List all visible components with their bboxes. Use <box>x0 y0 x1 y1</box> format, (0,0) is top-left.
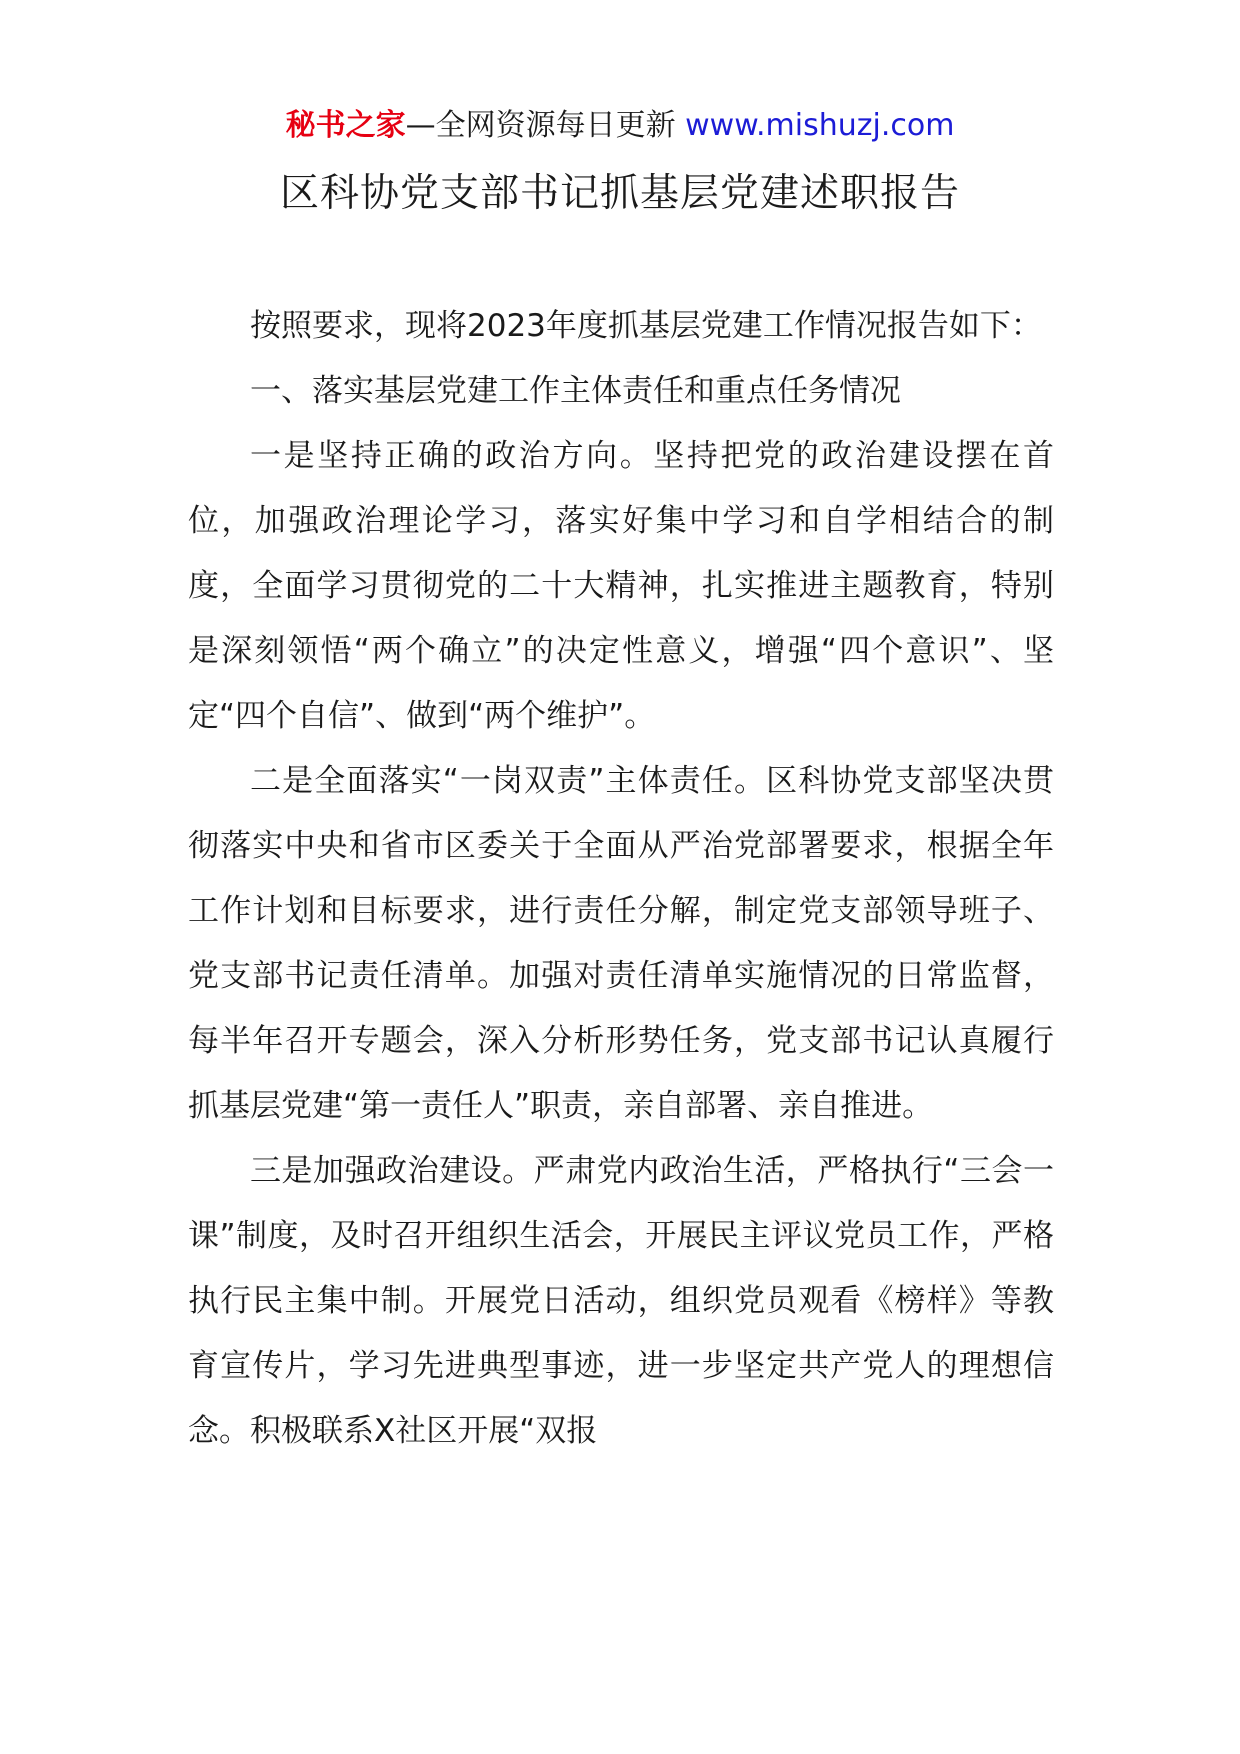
brand-name: 秘书之家 <box>285 108 406 143</box>
document-body <box>188 294 1054 1464</box>
document-title: 区科协党支部书记抓基层党建述职报告 <box>279 171 960 216</box>
paragraph-item-2: 二是全面落实“一岗双责”主体责任。区科协党支部坚决贯彻落实中央和省市区委关于全面从严治党部署要求，根据全年工作计划和目标要求，进行责任分解，制定党支部领导班子、党支部书记责任清单。加强对责任清单实施情况的日常监督，每半年召开专题会，深入分析形势任务，党支部书记认真履行抓基层党建“第一责任人”职责，亲自部署、亲自推进。 <box>188 763 1054 1124</box>
header-slogan: —全网资源每日更新 <box>405 108 676 143</box>
site-url-link[interactable]: www.mishuzj.com <box>685 108 955 143</box>
section-heading-1: 一、落实基层党建工作主体责任和重点任务情况 <box>250 373 901 409</box>
paragraph-item-1: 一是坚持正确的政治方向。坚持把党的政治建设摆在首位，加强政治理论学习，落实好集中学习和自学相结合的制度，全面学习贯彻党的二十大精神，扎实推进主题教育，特别是深刻领悟“两个确立”的决定性意义，增强“四个意识”、坚定“四个自信”、做到“两个维护”。 <box>188 438 1054 734</box>
site-header <box>0 104 1240 148</box>
paragraph-item-3: 三是加强政治建设。严肃党内政治生活，严格执行“三会一课”制度，及时召开组织生活会，开展民主评议党员工作，严格执行民主集中制。开展党日活动，组织党员观看《榜样》等教育宣传片，学习先进典型事迹，进一步坚定共产党人的理想信念。积极联系X社区开展“双报 <box>188 1153 1054 1449</box>
paragraph-intro: 按照要求，现将2023年度抓基层党建工作情况报告如下： <box>250 308 1042 344</box>
